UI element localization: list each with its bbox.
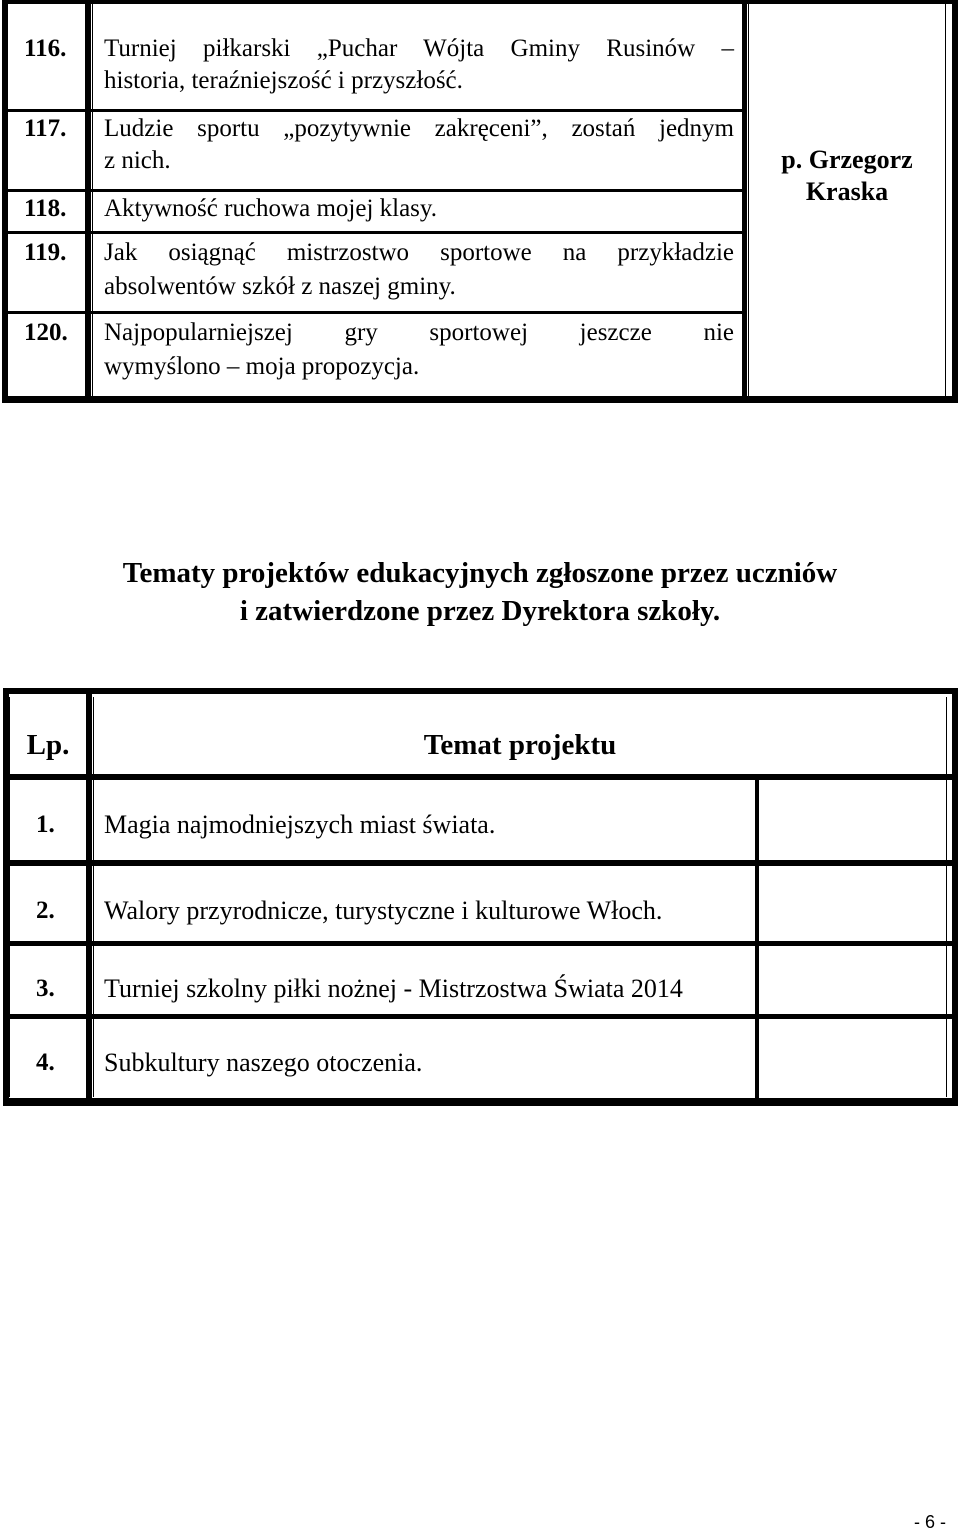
header-lp: Lp. [26,729,70,761]
row-number: 118. [24,195,67,222]
project-topic: Subkultury naszego otoczenia. [104,1048,423,1077]
teacher-line: Kraska [805,177,889,206]
topic-line: z nich. [104,147,171,174]
topic-line: Jak osiągnąć mistrzostwo sportowe na przykładzie [104,239,734,266]
topic-line: historia, teraźniejszość i przyszłość. [104,67,463,94]
top-table [0,0,960,405]
topic-line: Ludzie sportu „pozytywnie zakręceni”, zostań jednym [104,115,734,142]
row-number: 2. [36,897,55,924]
row-number: 119. [24,239,67,266]
project-topic: Magia najmodniejszych miast świata. [104,810,496,839]
topic-line: wymyślono – moja propozycja. [104,353,420,380]
topic-line: Aktywność ruchowa mojej klasy. [104,195,438,222]
row-number: 4. [36,1049,55,1076]
project-topic: Turniej szkolny piłki nożnej - Mistrzostwa Świata 2014 [104,974,683,1003]
teacher-line: p. Grzegorz [781,145,913,174]
heading-line: Tematy projektów edukacyjnych zgłoszone przez uczniów [122,557,838,589]
row-number: 120. [24,319,68,346]
project-table [0,688,960,1108]
row-number: 3. [36,975,55,1002]
topic-line: Najpopularniejszej gry sportowej jeszcze nie [104,319,734,346]
heading-line: i zatwierdzone przez Dyrektora szkoły. [239,595,721,627]
row-number: 116. [24,35,67,62]
topic-line: Turniej piłkarski „Puchar Wójta Gminy Rusinów – [104,35,734,62]
project-topic: Walory przyrodnicze, turystyczne i kulturowe Włoch. [104,896,663,925]
section-heading [0,554,960,630]
header-topic: Temat projektu [423,729,617,761]
row-number: 1. [36,811,55,838]
teacher-name [749,144,945,208]
page-number: - 6 - [913,1512,946,1532]
row-number: 117. [24,115,67,142]
topic-line: absolwentów szkół z naszej gminy. [104,273,456,300]
